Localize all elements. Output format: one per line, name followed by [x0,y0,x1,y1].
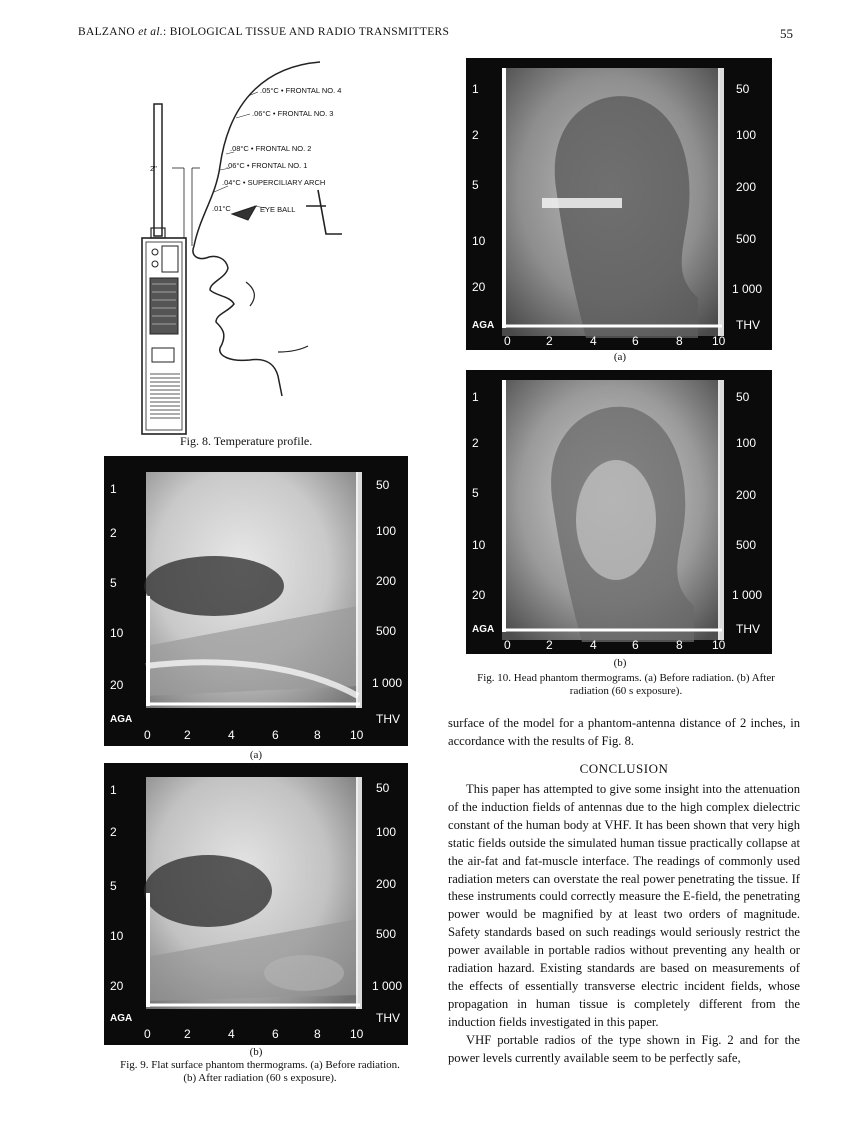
fig10a-right-1000: 1 000 [732,282,763,296]
fig8-temperature-profile [60,56,440,436]
fig10b-left-2: 2 [472,436,479,450]
running-head-etal: et al. [138,26,164,38]
fig10b-right-50: 50 [736,390,750,404]
fig9a-right-50: 50 [376,478,390,492]
fig9b-x-8: 8 [314,1027,321,1041]
fig9b-left-1: 1 [110,783,117,797]
fig10a-left-1: 1 [472,82,479,96]
fig10b-right-1000: 1 000 [732,588,763,602]
fig10a-left-5: 5 [472,178,479,192]
fig10a-right-500: 500 [736,232,757,246]
fig10a-sublabel: (a) [613,351,627,363]
fig9b-x-0: 0 [144,1027,151,1041]
fig8-caption: Fig. 8. Temperature profile. [180,434,313,448]
fig10b-x-4: 4 [590,638,597,652]
fig9b-left-5: 5 [110,879,117,893]
fig10a-brand: AGA [472,320,495,331]
fig10b-left-10: 10 [472,538,486,552]
fig10a-right-200: 200 [736,180,757,194]
fig9b-left-2: 2 [110,825,117,839]
fig9a-x-4: 4 [228,728,235,742]
fig9a-unit: THV [376,712,400,726]
fig8-label-eye-value: .01°C [212,204,231,213]
fig8-label-frontal4: .05°C • FRONTAL NO. 4 [260,86,342,95]
para2-text: This paper has attempted to give some insight into the attenuation of the induction fields of antennas due to the high complex dielectric constant of the human body at VHF. It has been shown that very high static fields outside the simulated human tissue practically collapse at the air-fat and fat-muscle interface. The readings of commonly used radiation meters can overstate the real power penetrating the tissue. If these instruments could correctly measure the E-field, the penetrating power would be magnified by at least two orders of magnitude. Safety standards based on such readings would seriously restrict the power available in portable radios without preventing any health or radiation hazard. Existing standards are based on measurements of the effects of essentially transverse electric incident fields, whose propagation in human tissue is completely different from the induction fields investigated in this paper. [448,782,800,1029]
fig8-label-frontal1: .06°C • FRONTAL NO. 1 [226,161,308,170]
fig9a-left-1: 1 [110,482,117,496]
fig10b-x-6: 6 [632,638,639,652]
running-head-title: : BIOLOGICAL TISSUE AND RADIO TRANSMITTERS [163,26,450,38]
fig10a-x-4: 4 [590,334,597,348]
fig9b-x-2: 2 [184,1027,191,1041]
fig9b-brand: AGA [110,1013,133,1024]
fig10b-thermogram [466,370,772,654]
fig9-caption [80,1059,440,1085]
fig10b-left-5: 5 [472,486,479,500]
fig8-label-distance: 2" [150,164,157,173]
fig9a-sublabel: (a) [249,749,263,761]
fig9b-right-200: 200 [376,877,397,891]
fig10b-right-200: 200 [736,488,757,502]
fig10a-unit: THV [736,318,760,332]
section-heading-conclusion: CONCLUSION [579,761,669,776]
para3-text: VHF portable radios of the type shown in Fig. 2 and for the power levels currently available seem to be perfectly safe, [448,1032,800,1065]
fig9a-brand: AGA [110,714,133,725]
fig10b-x-10: 10 [712,638,726,652]
fig10b-brand: AGA [472,624,495,635]
fig8-label-superciliary: .04°C • SUPERCILIARY ARCH [222,178,326,187]
fig9b-right-1000: 1 000 [372,979,403,993]
fig10b-left-20: 20 [472,588,486,602]
fig9a-right-200: 200 [376,574,397,588]
fig9b-unit: THV [376,1011,400,1025]
body-paragraph-1 [448,715,800,751]
fig10-caption-line2: radiation (60 s exposure). [569,685,683,697]
fig8-label-eyeball: EYE BALL [260,205,296,214]
fig10a-x-10: 10 [712,334,726,348]
running-head-authors: BALZANO [78,26,136,38]
fig9-caption-line2: (b) After radiation (60 s exposure). [183,1072,337,1084]
fig9b-left-10: 10 [110,929,124,943]
fig9a-x-2: 2 [184,728,191,742]
fig9b-right-500: 500 [376,927,397,941]
fig10b-x-8: 8 [676,638,683,652]
fig9a-right-1000: 1 000 [372,676,403,690]
fig10b-unit: THV [736,622,760,636]
fig10b-sublabel: (b) [613,657,627,669]
fig9b-right-50: 50 [376,781,390,795]
fig8-label-frontal2: .08°C • FRONTAL NO. 2 [230,144,312,153]
fig10b-x-2: 2 [546,638,553,652]
fig9a-left-2: 2 [110,526,117,540]
fig9a-left-10: 10 [110,626,124,640]
fig10a-thermogram [466,58,772,350]
fig9a-thermogram [104,456,408,746]
fig9a-left-5: 5 [110,576,117,590]
running-head [78,26,449,38]
fig8-label-frontal3: .06°C • FRONTAL NO. 3 [252,109,334,118]
para1-text: surface of the model for a phantom-antenna distance of 2 inches, in accordance with the results of Fig. 8. [448,716,800,748]
fig9a-x-10: 10 [350,728,364,742]
fig9a-x-6: 6 [272,728,279,742]
fig10a-right-50: 50 [736,82,750,96]
fig10b-x-0: 0 [504,638,511,652]
fig9a-left-20: 20 [110,678,124,692]
fig10a-left-20: 20 [472,280,486,294]
fig9b-x-6: 6 [272,1027,279,1041]
fig9-caption-line1: Fig. 9. Flat surface phantom thermograms. (a) Before radiation. [120,1059,400,1071]
fig9a-x-0: 0 [144,728,151,742]
fig9b-right-100: 100 [376,825,397,839]
fig9b-x-10: 10 [350,1027,364,1041]
fig10b-right-100: 100 [736,436,757,450]
fig9b-sublabel: (b) [249,1046,263,1058]
page-number: 55 [780,26,793,41]
fig9a-right-500: 500 [376,624,397,638]
fig9b-thermogram [104,763,408,1045]
fig10a-left-2: 2 [472,128,479,142]
fig10a-x-2: 2 [546,334,553,348]
fig10a-left-10: 10 [472,234,486,248]
fig10b-right-500: 500 [736,538,757,552]
fig10-caption-line1: Fig. 10. Head phantom thermograms. (a) Before radiation. (b) After [477,672,775,684]
fig10a-right-100: 100 [736,128,757,142]
fig9a-x-8: 8 [314,728,321,742]
fig10-caption [448,672,804,698]
fig10b-left-1: 1 [472,390,479,404]
body-paragraph-2 [448,781,800,1068]
fig10a-x-0: 0 [504,334,511,348]
fig9a-right-100: 100 [376,524,397,538]
fig10a-x-6: 6 [632,334,639,348]
fig9b-left-20: 20 [110,979,124,993]
fig10a-x-8: 8 [676,334,683,348]
fig9b-x-4: 4 [228,1027,235,1041]
